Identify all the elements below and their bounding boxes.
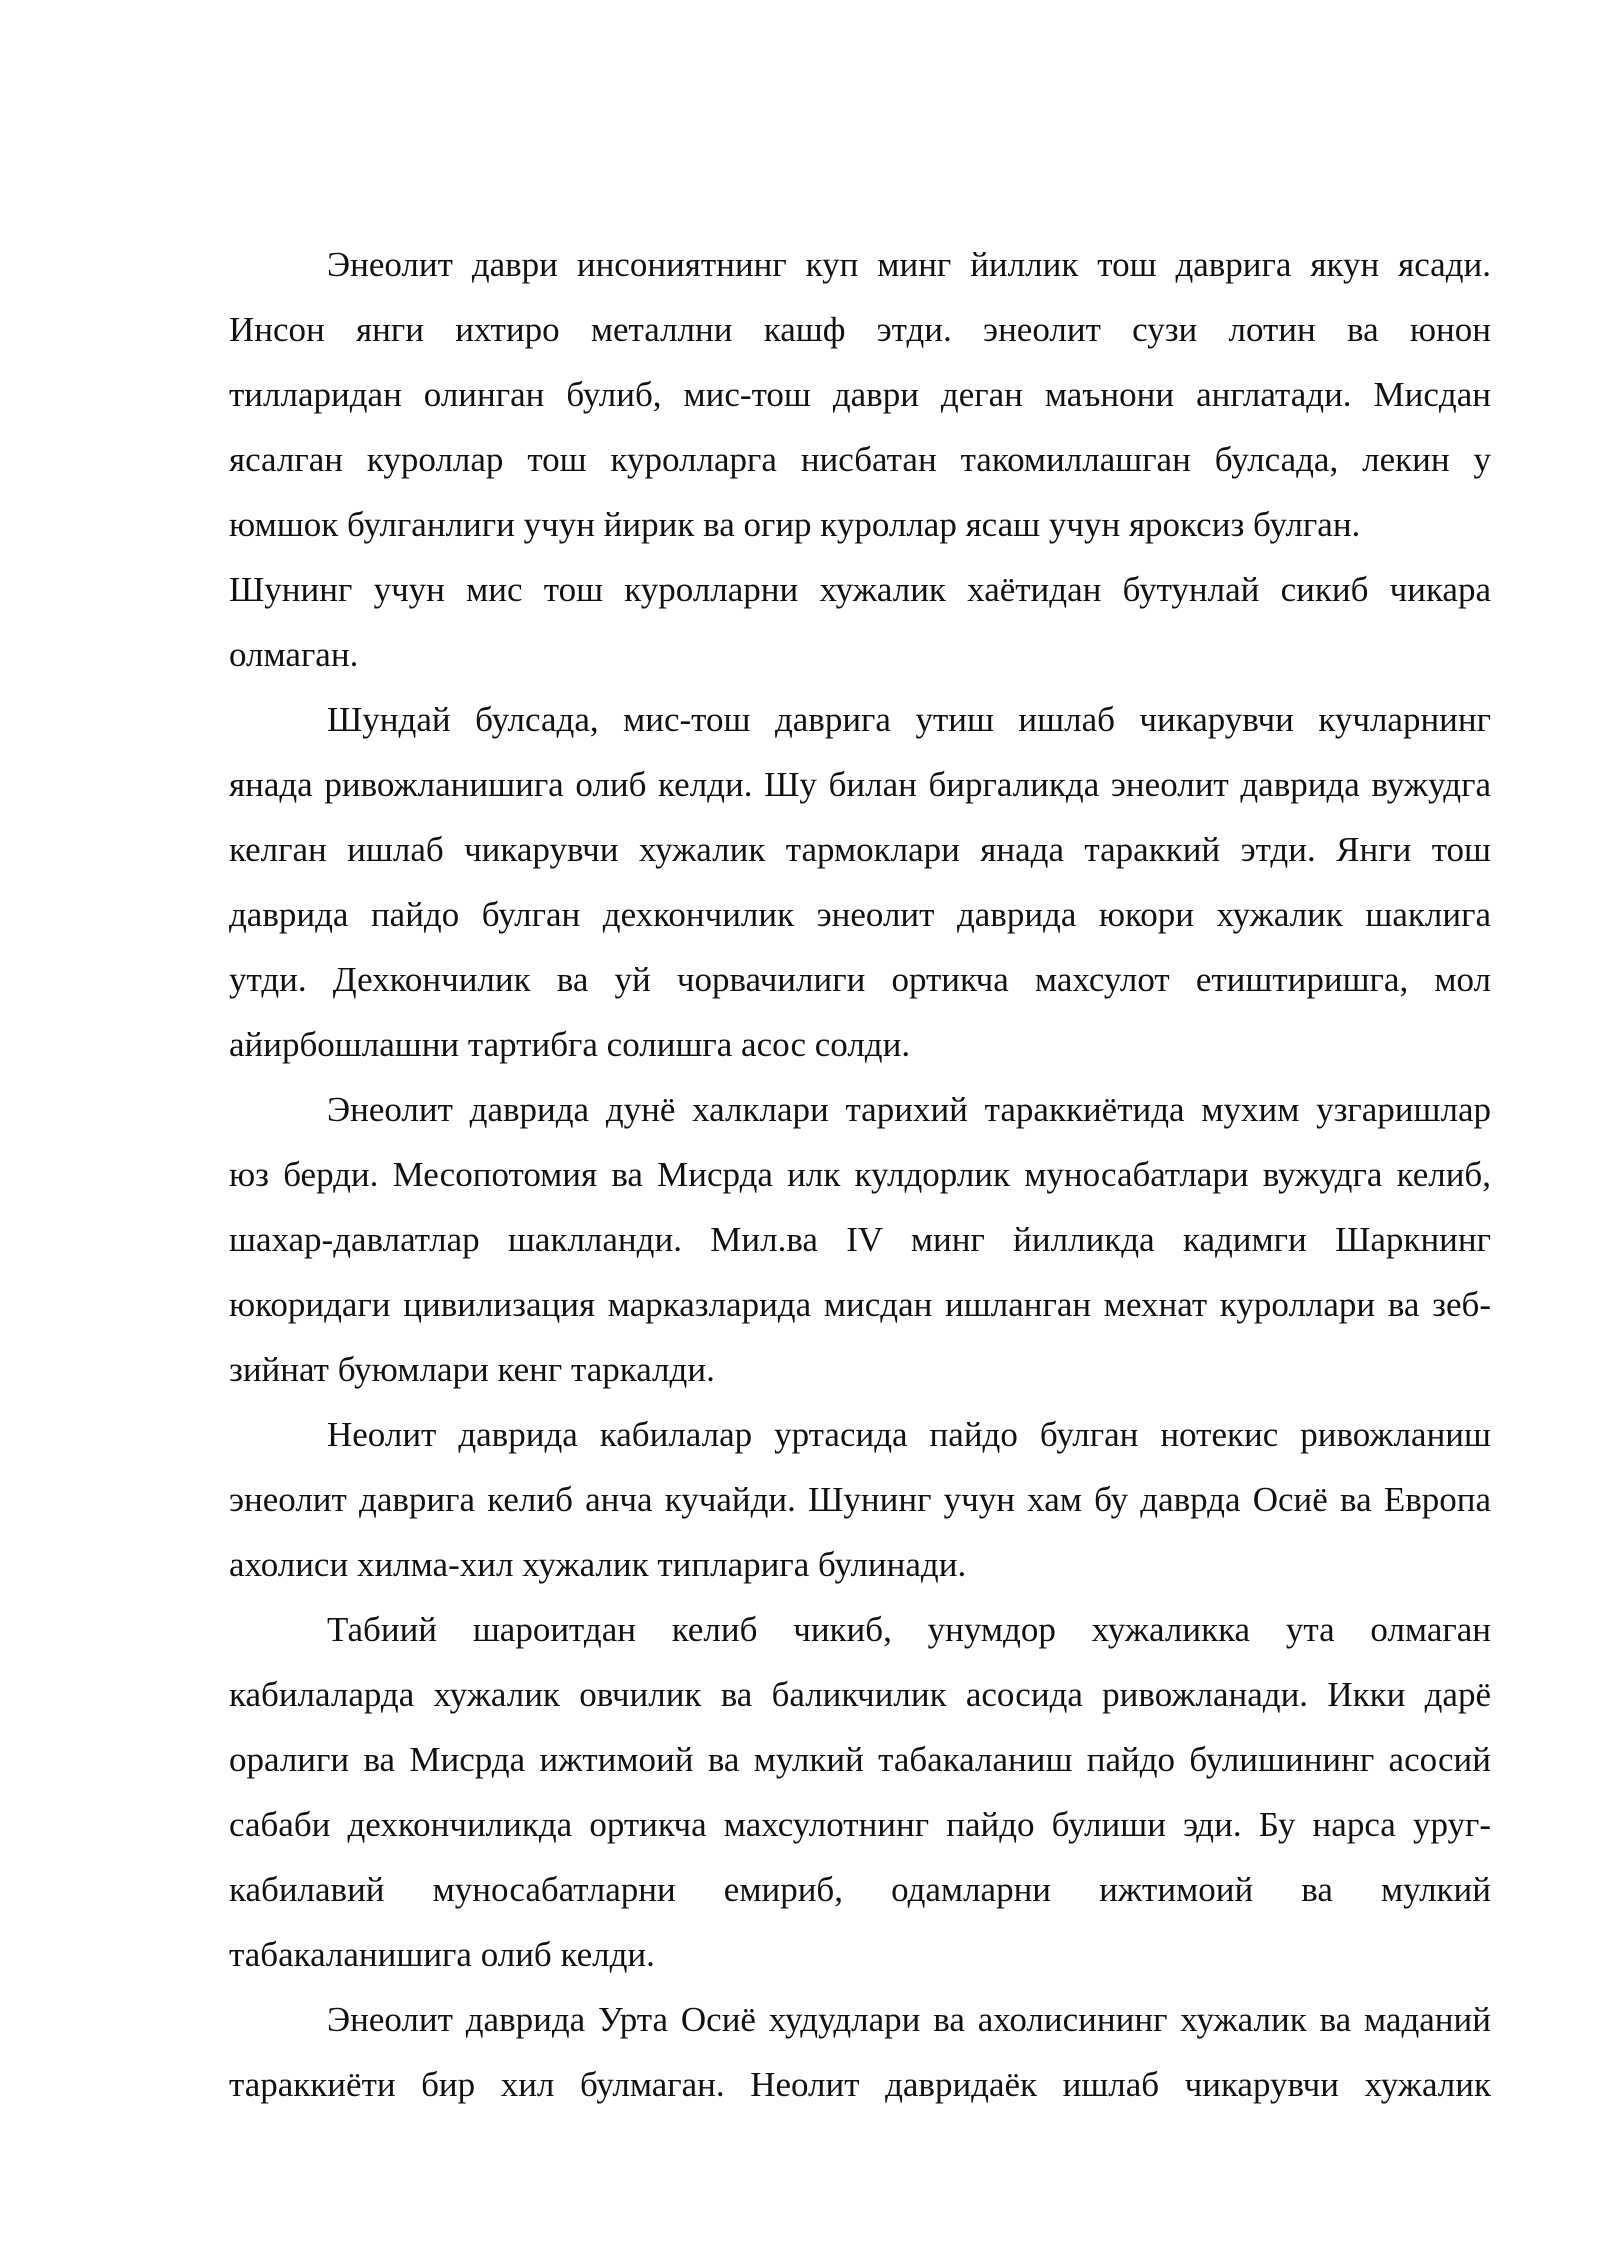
paragraph-6 — [229, 1987, 1491, 2117]
paragraph-2 — [229, 687, 1491, 1077]
text-line: келган ишлаб чикарувчи хужалик тармоклари янада тараккий этди. Янги тош — [229, 830, 1491, 869]
text-line: юз берди. Месопотомия ва Мисрда илк кулдорлик муносабатлари вужудга келиб, — [229, 1155, 1491, 1194]
text-line: утди. Дехкончилик ва уй чорвачилиги ортикча махсулот етиштиришга, мол — [229, 960, 1491, 999]
text-line: табакаланишига олиб келди. — [229, 1935, 655, 1974]
text-line: олмаган. — [229, 635, 359, 674]
text-line: энеолит даврига келиб анча кучайди. Шунинг учун хам бу даврда Осиё ва Европа — [229, 1480, 1491, 1519]
text-line: Табиий шароитдан келиб чикиб, унумдор хужаликка ута олмаган — [327, 1610, 1491, 1649]
text-line: Энеолит даври инсониятнинг куп минг йиллик тош даврига якун ясади. — [327, 245, 1491, 284]
text-line: Шунинг учун мис тош куролларни хужалик хаётидан бутунлай сикиб чикара — [229, 570, 1491, 609]
text-line: юмшок булганлиги учун йирик ва огир куроллар ясаш учун яроксиз булган. — [229, 505, 1361, 544]
text-line: оралиги ва Мисрда ижтимоий ва мулкий табакаланиш пайдо булишининг асосий — [229, 1740, 1491, 1779]
text-line: ясалган куроллар тош куролларга нисбатан такомиллашган булсада, лекин у — [229, 440, 1491, 479]
text-line: ахолиси хилма-хил хужалик типларига булинади. — [229, 1545, 967, 1584]
text-line: юкоридаги цивилизация марказларида мисдан ишланган мехнат куроллари ва зеб- — [229, 1285, 1491, 1324]
text-line: Инсон янги ихтиро металлни кашф этди. энеолит сузи лотин ва юнон — [229, 310, 1491, 349]
paragraph-3 — [229, 1077, 1491, 1402]
text-line: сабаби дехкончиликда ортикча махсулотнинг пайдо булиши эди. Бу нарса уруг- — [229, 1805, 1491, 1844]
document-body — [229, 232, 1491, 2117]
paragraph-1 — [229, 232, 1491, 687]
text-line: тилларидан олинган булиб, мис-тош даври деган маънони англатади. Мисдан — [229, 375, 1491, 414]
text-line: Энеолит даврида Урта Осиё худудлари ва ахолисининг хужалик ва маданий — [327, 2000, 1491, 2039]
text-line: Неолит даврида кабилалар уртасида пайдо булган нотекис ривожланиш — [327, 1415, 1491, 1454]
text-line: шахар-давлатлар шаклланди. Мил.ва IV минг йилликда кадимги Шаркнинг — [229, 1220, 1491, 1259]
text-line: кабилаларда хужалик овчилик ва баликчилик асосида ривожланади. Икки дарё — [229, 1675, 1491, 1714]
text-line: янада ривожланишига олиб келди. Шу билан биргаликда энеолит даврида вужудга — [229, 765, 1491, 804]
paragraph-5 — [229, 1597, 1491, 1987]
text-line: тараккиёти бир хил булмаган. Неолит давридаёк ишлаб чикарувчи хужалик — [229, 2065, 1491, 2104]
paragraph-4 — [229, 1402, 1491, 1597]
text-line: Энеолит даврида дунё халклари тарихий тараккиётида мухим узгаришлар — [327, 1090, 1491, 1129]
text-line: даврида пайдо булган дехкончилик энеолит даврида юкори хужалик шаклига — [229, 895, 1491, 934]
text-line: кабилавий муносабатларни емириб, одамларни ижтимоий ва мулкий — [229, 1870, 1491, 1909]
text-line: Шундай булсада, мис-тош даврига утиш ишлаб чикарувчи кучларнинг — [327, 700, 1491, 739]
text-line: айирбошлашни тартибга солишга асос солди. — [229, 1025, 911, 1064]
text-line: зийнат буюмлари кенг таркалди. — [229, 1350, 715, 1389]
